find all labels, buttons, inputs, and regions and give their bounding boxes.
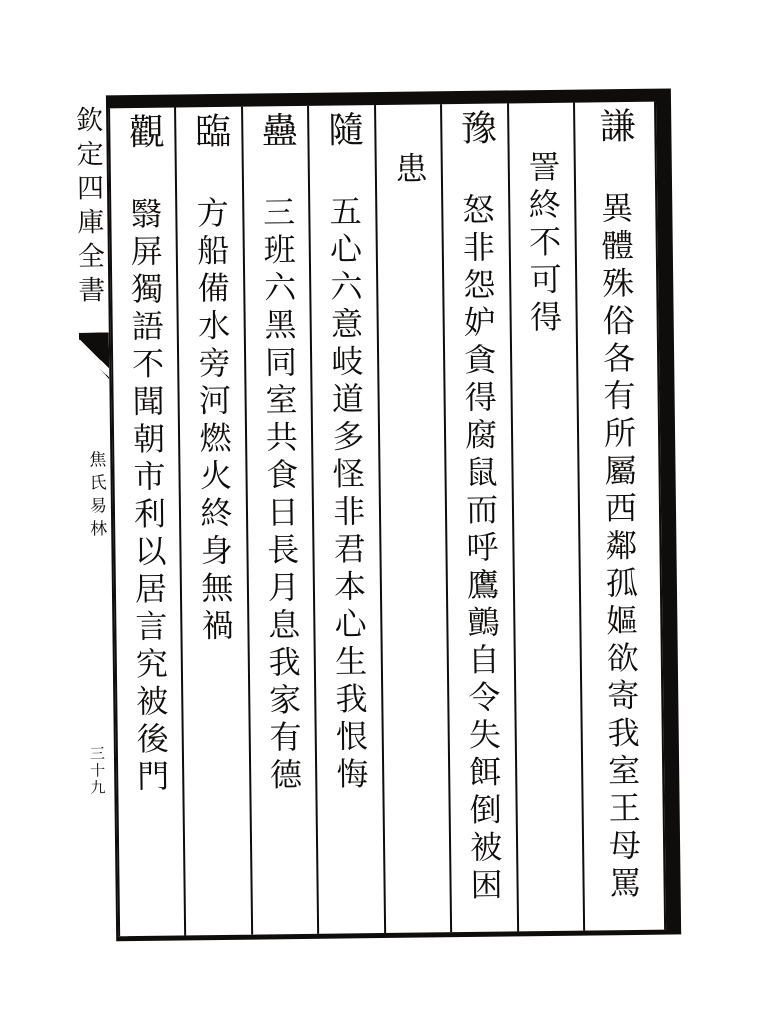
text-column-qian-continuation [507, 103, 581, 932]
hexagram-name: 觀 [123, 112, 165, 155]
hexagram-name [389, 109, 430, 110]
column-text: 方船備水旁河燃火終身無禍 [191, 195, 236, 646]
column-text: 五心六意岐道多怪非君本心生我恨悔 [324, 193, 370, 795]
text-column-qian [573, 102, 659, 931]
column-text: 翳屏獨語不聞朝市利以居言究被後門 [125, 196, 171, 797]
hexagram-name: 臨 [189, 111, 232, 154]
hexagram-name [522, 108, 563, 109]
text-column-yu [440, 103, 514, 932]
hexagram-name: 謙 [594, 106, 636, 149]
column-text: 三班六黑同室共食日長月息我家有德 [257, 194, 304, 795]
text-column-guan [108, 108, 182, 937]
page-frame [106, 88, 681, 941]
text-column-sui [307, 105, 381, 934]
fish-tail-mark [79, 332, 110, 379]
text-column-gu [241, 106, 315, 935]
collection-title: 欽定四庫全書 [71, 105, 105, 310]
column-text: 患 [390, 151, 429, 190]
text-column-lin [174, 107, 248, 936]
hexagram-name: 蠱 [255, 111, 298, 154]
column-text: 詈終不可得 [523, 149, 564, 338]
column-text: 異體殊俗各有所屬西鄰孤嫗欲寄我室王母罵 [596, 190, 643, 904]
text-column-yu-continuation [374, 104, 448, 933]
page-number: 三十九 [87, 745, 107, 797]
hexagram-name: 隨 [322, 110, 364, 153]
book-title: 焦氏易林 [85, 450, 107, 543]
column-text: 怒非怨妒貪得腐鼠而呼鷹鸇自令失餌倒被困 [457, 192, 504, 906]
column-area [108, 102, 666, 937]
hexagram-name: 豫 [455, 108, 497, 151]
